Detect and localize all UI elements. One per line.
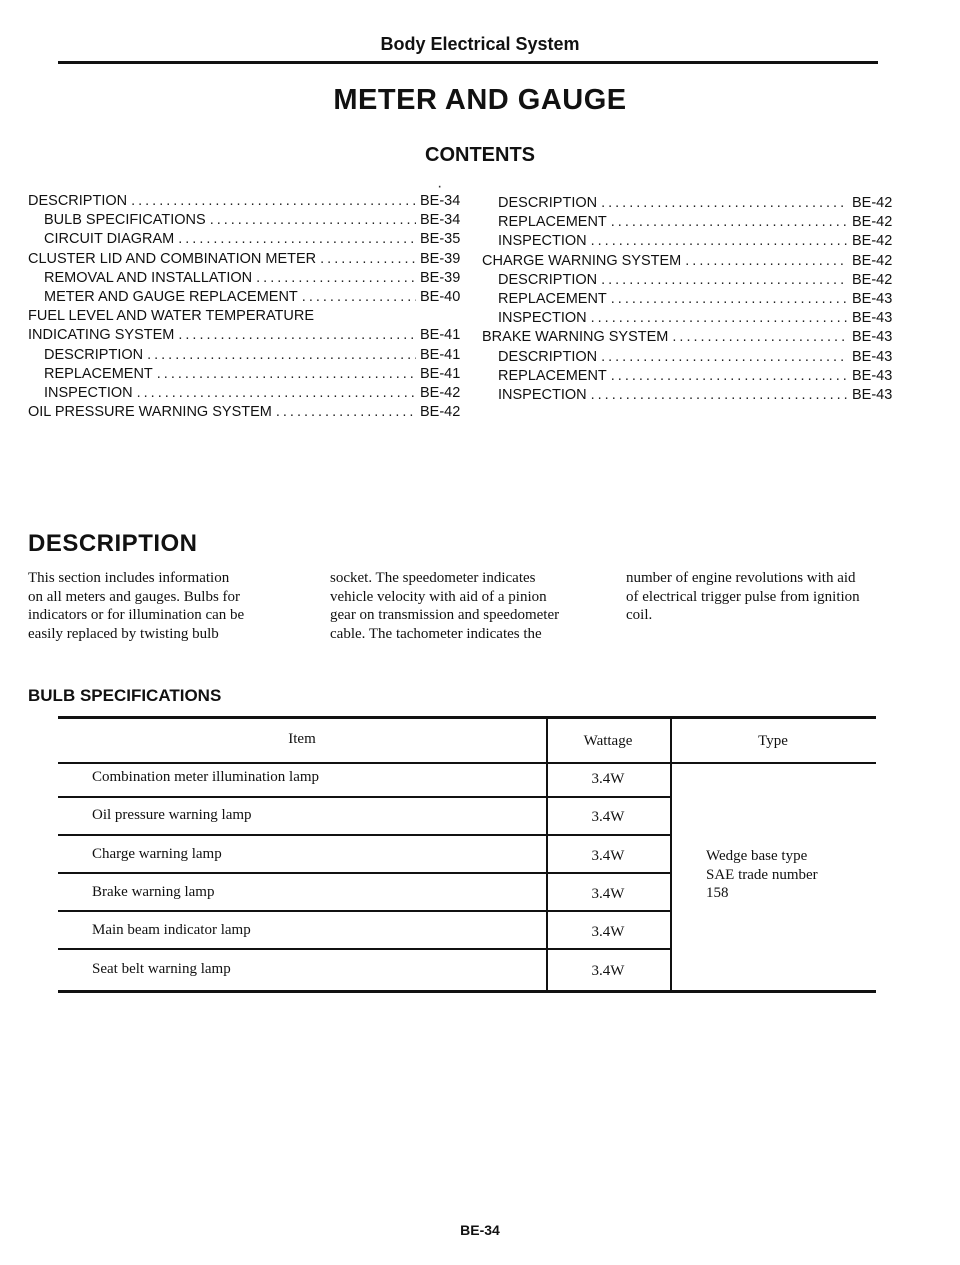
text-line: coil.: [626, 607, 653, 623]
table-bottom-rule: [58, 990, 876, 993]
contents-title: CONTENTS: [425, 144, 535, 166]
toc-entry-label: CLUSTER LID AND COMBINATION METER: [28, 250, 317, 267]
toc-leader: [685, 252, 848, 271]
toc-entry-label: INSPECTION: [498, 310, 587, 327]
running-title: Body Electrical System: [380, 34, 580, 54]
toc-entry-label: REPLACEMENT: [498, 214, 607, 231]
table-cell-wattage: 3.4W: [591, 886, 625, 902]
toc-entry[interactable]: [28, 346, 468, 365]
toc-entry[interactable]: [482, 232, 896, 251]
table-cell-wattage: 3.4W: [591, 963, 625, 979]
toc-entry[interactable]: [28, 250, 468, 269]
toc-right-column: [482, 194, 896, 405]
table-row-rule: [58, 948, 670, 950]
toc-entry[interactable]: [28, 384, 468, 403]
text-line: socket. The speedometer indicates: [330, 570, 536, 586]
column-header-wattage: Wattage: [583, 733, 633, 749]
table-cell-item: Oil pressure warning lamp: [92, 807, 252, 823]
toc-leader: [147, 346, 416, 365]
toc-entry[interactable]: [482, 386, 896, 405]
toc-entry[interactable]: [482, 328, 896, 347]
toc-entry-label: REPLACEMENT: [498, 290, 607, 307]
text-line: cable. The tachometer indicates the: [330, 625, 542, 642]
toc-entry-label: INDICATING SYSTEM: [28, 327, 175, 344]
column-header-item: Item: [288, 731, 316, 747]
toc-entry-page: BE-41: [420, 327, 461, 344]
toc-entry[interactable]: [28, 326, 468, 345]
toc-entry[interactable]: [28, 288, 468, 307]
toc-entry-page: BE-43: [852, 367, 893, 384]
toc-entry[interactable]: [482, 213, 896, 232]
toc-entry-page: BE-42: [420, 404, 461, 421]
toc-entry[interactable]: [482, 309, 896, 328]
table-cell-item: Seat belt warning lamp: [92, 961, 231, 977]
header-rule: [58, 61, 878, 64]
toc-entry-page: BE-39: [420, 250, 461, 267]
description-column-1: [28, 569, 300, 643]
toc-entry-page: BE-43: [852, 348, 893, 365]
text-line: easily replaced by twisting bulb: [28, 625, 219, 642]
toc-leader: [601, 348, 848, 367]
table-row-rule: [58, 910, 670, 912]
toc-entry-label: DESCRIPTION: [498, 195, 598, 211]
toc-entry-label: BRAKE WARNING SYSTEM: [482, 329, 669, 346]
table-row-rule: [58, 872, 670, 874]
toc-entry-page: BE-35: [420, 231, 461, 248]
table-row-rule: [58, 834, 670, 836]
description-heading: DESCRIPTION: [28, 530, 198, 557]
text-line: indicators or for illumination can be: [28, 607, 245, 623]
type-line: SAE trade number: [706, 866, 818, 883]
type-line: 158: [706, 885, 729, 901]
toc-entry-label: CHARGE WARNING SYSTEM: [482, 252, 682, 269]
toc-entry[interactable]: [28, 211, 468, 230]
toc-entry-label: INSPECTION: [498, 386, 587, 403]
toc-entry-page: BE-34: [420, 212, 461, 229]
toc-leader: [137, 384, 416, 403]
toc-entry-page: BE-43: [852, 310, 893, 327]
toc-entry-label: REMOVAL AND INSTALLATION: [44, 269, 253, 286]
table-cell-wattage: 3.4W: [591, 848, 625, 864]
toc-entry-label: REPLACEMENT: [498, 367, 607, 384]
toc-entry[interactable]: [482, 290, 896, 309]
toc-leader: [601, 194, 848, 213]
text-line: of electrical trigger pulse from ignition: [626, 588, 860, 605]
text-line: gear on transmission and speedometer: [330, 607, 560, 623]
description-column-2: [330, 569, 592, 643]
text-line: on all meters and gauges. Bulbs for: [28, 588, 241, 605]
toc-entry-label: DESCRIPTION: [28, 193, 128, 209]
toc-entry-label: METER AND GAUGE REPLACEMENT: [44, 288, 298, 305]
table-row-rule: [58, 796, 670, 798]
table-top-rule: [58, 716, 876, 719]
table-cell-item: Charge warning lamp: [92, 846, 222, 862]
toc-entry-page: BE-43: [852, 329, 893, 346]
bullet-mark: ·: [437, 178, 443, 195]
toc-entry[interactable]: [28, 403, 468, 422]
toc-entry-label: INSPECTION: [498, 233, 587, 250]
page-number: BE-34: [460, 1222, 500, 1238]
type-line: Wedge base type: [706, 848, 808, 864]
toc-left-column: [28, 192, 468, 422]
toc-leader: [601, 271, 848, 290]
text-line: vehicle velocity with aid of a pinion: [330, 588, 547, 605]
toc-entry-page: BE-42: [420, 384, 461, 401]
toc-entry: [28, 307, 468, 326]
toc-entry-label: DESCRIPTION: [498, 271, 598, 288]
toc-entry[interactable]: [28, 365, 468, 384]
table-column-rule: [670, 716, 672, 992]
toc-entry-page: BE-42: [852, 195, 893, 211]
table-cell-type: [706, 847, 818, 903]
table-cell-item: Brake warning lamp: [92, 884, 215, 900]
toc-leader: [276, 403, 416, 422]
toc-entry-page: BE-43: [852, 290, 893, 307]
toc-leader: [591, 309, 848, 328]
toc-entry-page: BE-41: [420, 365, 461, 382]
toc-leader: [591, 232, 848, 251]
toc-leader: [611, 290, 848, 309]
toc-entry[interactable]: [482, 367, 896, 386]
table-cell-wattage: 3.4W: [591, 809, 625, 825]
toc-entry[interactable]: [28, 192, 468, 211]
table-header-rule: [58, 762, 876, 764]
bulb-specifications-heading: BULB SPECIFICATIONS: [28, 686, 222, 705]
toc-entry-label: REPLACEMENT: [44, 365, 153, 382]
toc-entry[interactable]: [482, 348, 896, 367]
toc-entry-page: BE-40: [420, 288, 461, 305]
toc-entry-label: DESCRIPTION: [44, 346, 144, 363]
text-line: number of engine revolutions with aid: [626, 570, 856, 586]
toc-entry-page: BE-42: [852, 252, 893, 269]
toc-entry-label: INSPECTION: [44, 384, 133, 401]
table-cell-wattage: 3.4W: [591, 771, 625, 787]
toc-entry-page: BE-34: [420, 193, 461, 209]
toc-leader: [320, 250, 416, 269]
table-cell-item: Main beam indicator lamp: [92, 922, 251, 938]
bulb-specifications-table: [58, 716, 876, 992]
toc-entry[interactable]: [482, 271, 896, 290]
toc-leader: [256, 269, 416, 288]
toc-entry[interactable]: [482, 252, 896, 271]
toc-entry[interactable]: [482, 194, 896, 213]
toc-leader: [672, 328, 848, 347]
toc-leader: [178, 230, 416, 249]
toc-entry-label: BULB SPECIFICATIONS: [44, 212, 206, 229]
column-header-type: Type: [758, 733, 788, 749]
toc-entry[interactable]: [28, 230, 468, 249]
table-cell-wattage: 3.4W: [591, 924, 625, 940]
description-column-3: [626, 569, 888, 625]
toc-leader: [591, 386, 848, 405]
text-line: This section includes information: [28, 570, 230, 586]
toc-entry-page: BE-42: [852, 214, 893, 231]
toc-leader: [157, 365, 416, 384]
toc-leader: [302, 288, 416, 307]
toc-leader: [611, 213, 848, 232]
toc-entry-page: BE-43: [852, 386, 893, 403]
toc-entry-page: BE-42: [852, 271, 893, 288]
toc-entry-page: BE-39: [420, 269, 461, 286]
toc-leader: [178, 326, 416, 345]
toc-entry[interactable]: [28, 269, 468, 288]
toc-entry-label: DESCRIPTION: [498, 348, 598, 365]
toc-entry-page: BE-42: [852, 233, 893, 250]
toc-entry-label: CIRCUIT DIAGRAM: [44, 231, 175, 248]
toc-leader: [611, 367, 848, 386]
toc-entry-label: OIL PRESSURE WARNING SYSTEM: [28, 404, 272, 421]
toc-entry-page: BE-41: [420, 346, 461, 363]
page-title: METER AND GAUGE: [333, 84, 627, 116]
toc-leader: [210, 211, 416, 230]
table-cell-item: Combination meter illumination lamp: [92, 769, 320, 785]
toc-leader: [131, 192, 416, 211]
toc-entry-label: FUEL LEVEL AND WATER TEMPERATURE: [28, 308, 315, 325]
